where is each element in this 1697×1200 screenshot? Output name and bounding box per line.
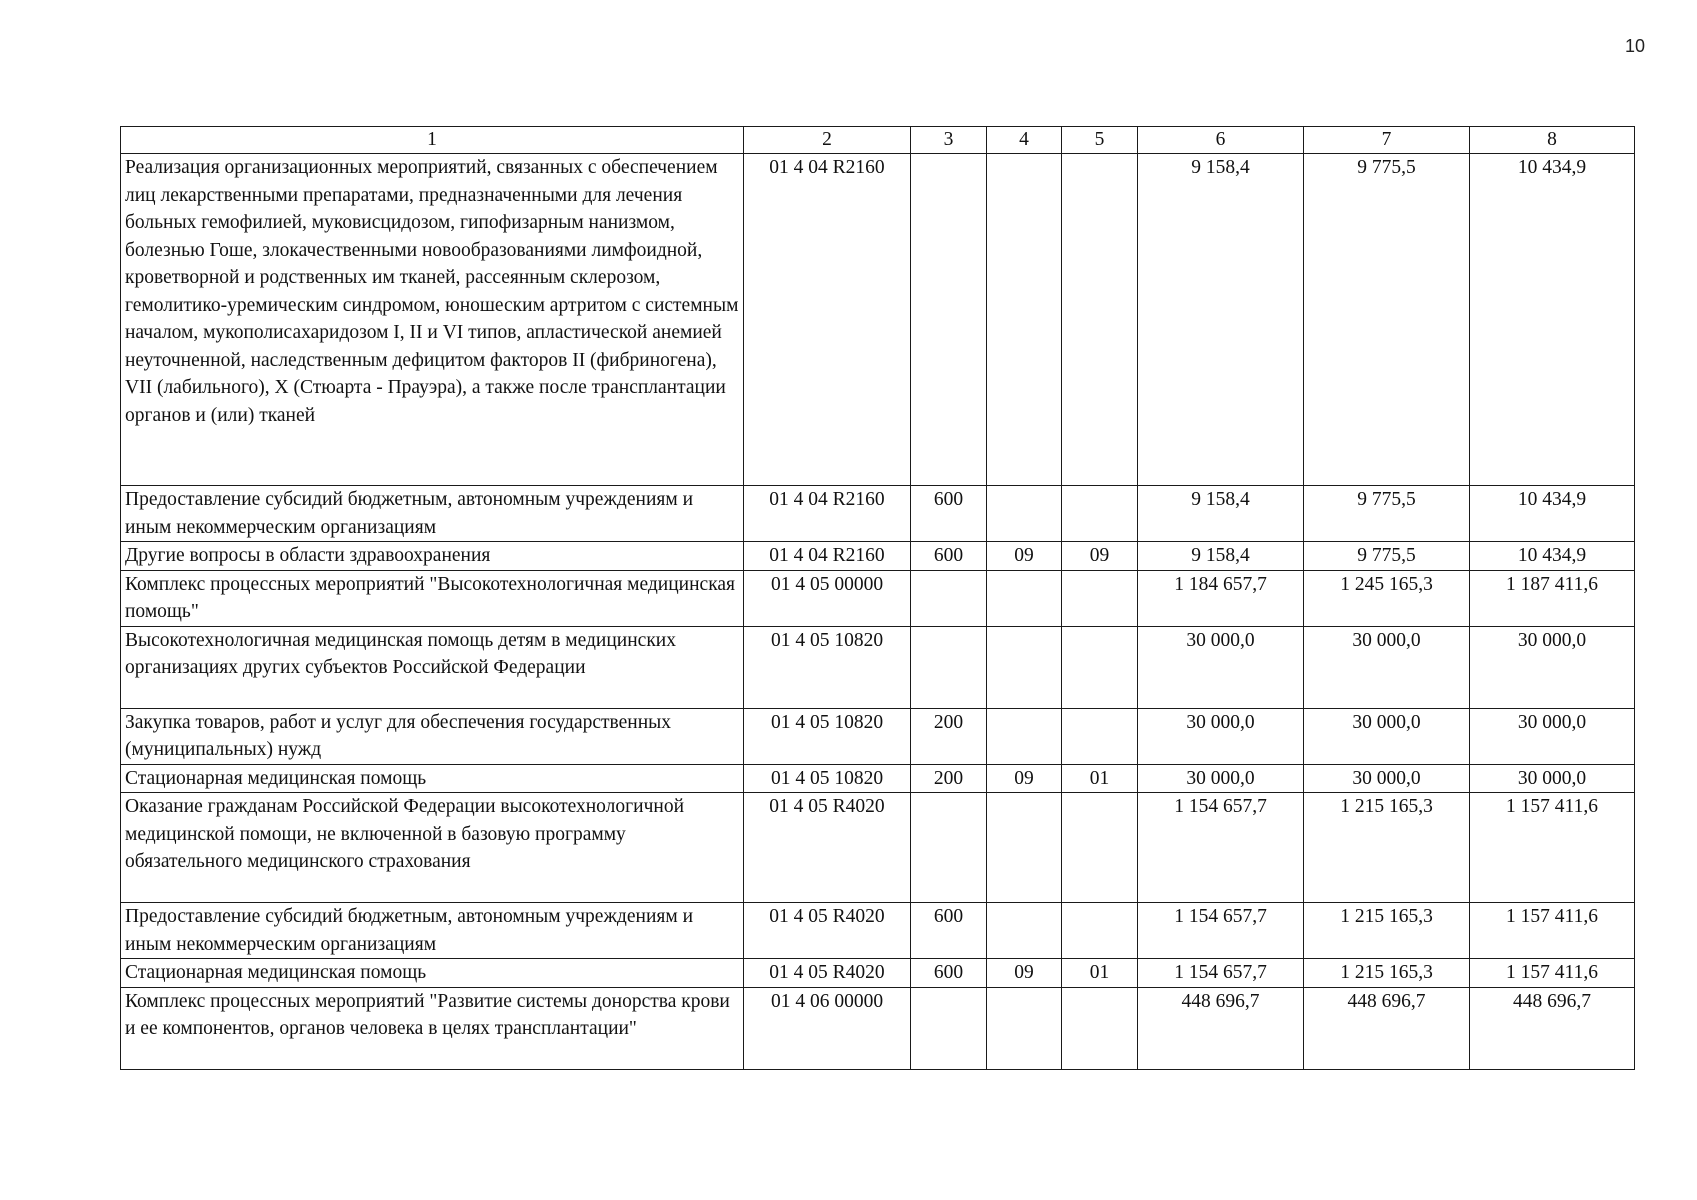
row-amount-8: 1 157 411,6 <box>1470 793 1635 903</box>
row-amount-8: 1 157 411,6 <box>1470 903 1635 959</box>
row-expense-type: 200 <box>911 764 987 793</box>
row-amount-8: 1 187 411,6 <box>1470 570 1635 626</box>
row-expense-type: 200 <box>911 708 987 764</box>
row-subsection <box>1062 626 1138 708</box>
row-code: 01 4 05 10820 <box>744 764 911 793</box>
row-expense-type: 600 <box>911 959 987 988</box>
row-amount-6: 30 000,0 <box>1138 764 1304 793</box>
row-amount-7: 30 000,0 <box>1304 708 1470 764</box>
row-subsection <box>1062 570 1138 626</box>
row-name: Комплекс процессных мероприятий "Высокотехнологичная медицинская помощь" <box>121 570 744 626</box>
row-amount-7: 1 215 165,3 <box>1304 793 1470 903</box>
column-header-2: 2 <box>744 127 911 154</box>
row-code: 01 4 05 R4020 <box>744 793 911 903</box>
column-header-7: 7 <box>1304 127 1470 154</box>
row-section <box>987 708 1062 764</box>
row-expense-type: 600 <box>911 486 987 542</box>
column-header-6: 6 <box>1138 127 1304 154</box>
row-amount-8: 30 000,0 <box>1470 708 1635 764</box>
row-subsection <box>1062 154 1138 486</box>
table-row <box>121 570 1635 626</box>
row-name: Предоставление субсидий бюджетным, автономным учреждениям и иным некоммерческим организациям <box>121 486 744 542</box>
row-expense-type <box>911 154 987 486</box>
row-amount-7: 30 000,0 <box>1304 764 1470 793</box>
row-code: 01 4 06 00000 <box>744 987 911 1069</box>
row-name: Высокотехнологичная медицинская помощь детям в медицинских организациях других субъектов Российской Федерации <box>121 626 744 708</box>
column-header-8: 8 <box>1470 127 1635 154</box>
row-amount-6: 1 154 657,7 <box>1138 793 1304 903</box>
row-section: 09 <box>987 764 1062 793</box>
row-section <box>987 486 1062 542</box>
row-subsection: 01 <box>1062 959 1138 988</box>
column-header-4: 4 <box>987 127 1062 154</box>
row-code: 01 4 04 R2160 <box>744 486 911 542</box>
row-name: Реализация организационных мероприятий, связанных с обеспечением лиц лекарственными препаратами, предназначенными для лечения больных гемофилией, муковисцидозом, гипофизарным нанизмом, болезнью Гоше, злокачественными новообразованиями лимфоидной, кроветворной и родственных им тканей, рассеянным склерозом, гемолитико-уремическим синдромом, юношеским артритом с системным началом, мукополисахаридозом I, II и VI типов, апластической анемией неуточненной, наследственным дефицитом факторов II (фибриногена), VII (лабильного), X (Стюарта - Прауэра), а также после трансплантации органов и (или) тканей <box>121 154 744 486</box>
row-expense-type <box>911 793 987 903</box>
row-amount-7: 1 215 165,3 <box>1304 903 1470 959</box>
row-amount-8: 10 434,9 <box>1470 542 1635 571</box>
row-amount-6: 448 696,7 <box>1138 987 1304 1069</box>
row-code: 01 4 05 10820 <box>744 626 911 708</box>
table-row <box>121 542 1635 571</box>
row-code: 01 4 05 R4020 <box>744 959 911 988</box>
row-amount-6: 1 154 657,7 <box>1138 903 1304 959</box>
row-amount-8: 10 434,9 <box>1470 486 1635 542</box>
row-name: Стационарная медицинская помощь <box>121 764 744 793</box>
row-subsection <box>1062 903 1138 959</box>
row-subsection <box>1062 708 1138 764</box>
row-amount-7: 1 245 165,3 <box>1304 570 1470 626</box>
row-code: 01 4 05 10820 <box>744 708 911 764</box>
row-amount-7: 9 775,5 <box>1304 154 1470 486</box>
row-amount-7: 9 775,5 <box>1304 486 1470 542</box>
row-amount-6: 30 000,0 <box>1138 708 1304 764</box>
table-row <box>121 987 1635 1069</box>
row-amount-7: 448 696,7 <box>1304 987 1470 1069</box>
row-code: 01 4 05 R4020 <box>744 903 911 959</box>
column-header-1: 1 <box>121 127 744 154</box>
row-expense-type: 600 <box>911 542 987 571</box>
row-name: Другие вопросы в области здравоохранения <box>121 542 744 571</box>
row-name: Стационарная медицинская помощь <box>121 959 744 988</box>
row-subsection <box>1062 793 1138 903</box>
row-section <box>987 903 1062 959</box>
row-section: 09 <box>987 542 1062 571</box>
row-section <box>987 570 1062 626</box>
row-expense-type: 600 <box>911 903 987 959</box>
row-amount-6: 1 184 657,7 <box>1138 570 1304 626</box>
row-subsection: 01 <box>1062 764 1138 793</box>
row-section: 09 <box>987 959 1062 988</box>
row-code: 01 4 04 R2160 <box>744 154 911 486</box>
row-amount-6: 1 154 657,7 <box>1138 959 1304 988</box>
row-subsection: 09 <box>1062 542 1138 571</box>
row-amount-7: 9 775,5 <box>1304 542 1470 571</box>
table-row <box>121 764 1635 793</box>
row-name: Оказание гражданам Российской Федерации высокотехнологичной медицинской помощи, не включенной в базовую программу обязательного медицинского страхования <box>121 793 744 903</box>
table-row <box>121 486 1635 542</box>
row-section <box>987 626 1062 708</box>
row-expense-type <box>911 570 987 626</box>
header-row <box>121 127 1635 154</box>
table-row <box>121 708 1635 764</box>
table-row <box>121 903 1635 959</box>
row-subsection <box>1062 987 1138 1069</box>
budget-table <box>120 126 1635 1070</box>
row-expense-type <box>911 987 987 1069</box>
row-section <box>987 987 1062 1069</box>
row-amount-8: 10 434,9 <box>1470 154 1635 486</box>
row-amount-8: 1 157 411,6 <box>1470 959 1635 988</box>
row-amount-7: 1 215 165,3 <box>1304 959 1470 988</box>
table-row <box>121 793 1635 903</box>
row-amount-8: 30 000,0 <box>1470 764 1635 793</box>
row-expense-type <box>911 626 987 708</box>
table-row <box>121 959 1635 988</box>
row-amount-8: 448 696,7 <box>1470 987 1635 1069</box>
row-subsection <box>1062 486 1138 542</box>
row-amount-6: 9 158,4 <box>1138 154 1304 486</box>
row-name: Закупка товаров, работ и услуг для обеспечения государственных (муниципальных) нужд <box>121 708 744 764</box>
row-code: 01 4 04 R2160 <box>744 542 911 571</box>
table-row <box>121 626 1635 708</box>
row-amount-7: 30 000,0 <box>1304 626 1470 708</box>
row-section <box>987 154 1062 486</box>
column-header-5: 5 <box>1062 127 1138 154</box>
row-amount-6: 30 000,0 <box>1138 626 1304 708</box>
row-section <box>987 793 1062 903</box>
row-name: Комплекс процессных мероприятий "Развитие системы донорства крови и ее компонентов, органов человека в целях трансплантации" <box>121 987 744 1069</box>
row-amount-6: 9 158,4 <box>1138 542 1304 571</box>
table-row <box>121 154 1635 486</box>
row-code: 01 4 05 00000 <box>744 570 911 626</box>
row-amount-8: 30 000,0 <box>1470 626 1635 708</box>
row-name: Предоставление субсидий бюджетным, автономным учреждениям и иным некоммерческим организациям <box>121 903 744 959</box>
column-header-3: 3 <box>911 127 987 154</box>
row-amount-6: 9 158,4 <box>1138 486 1304 542</box>
page-number: 10 <box>1625 36 1646 56</box>
